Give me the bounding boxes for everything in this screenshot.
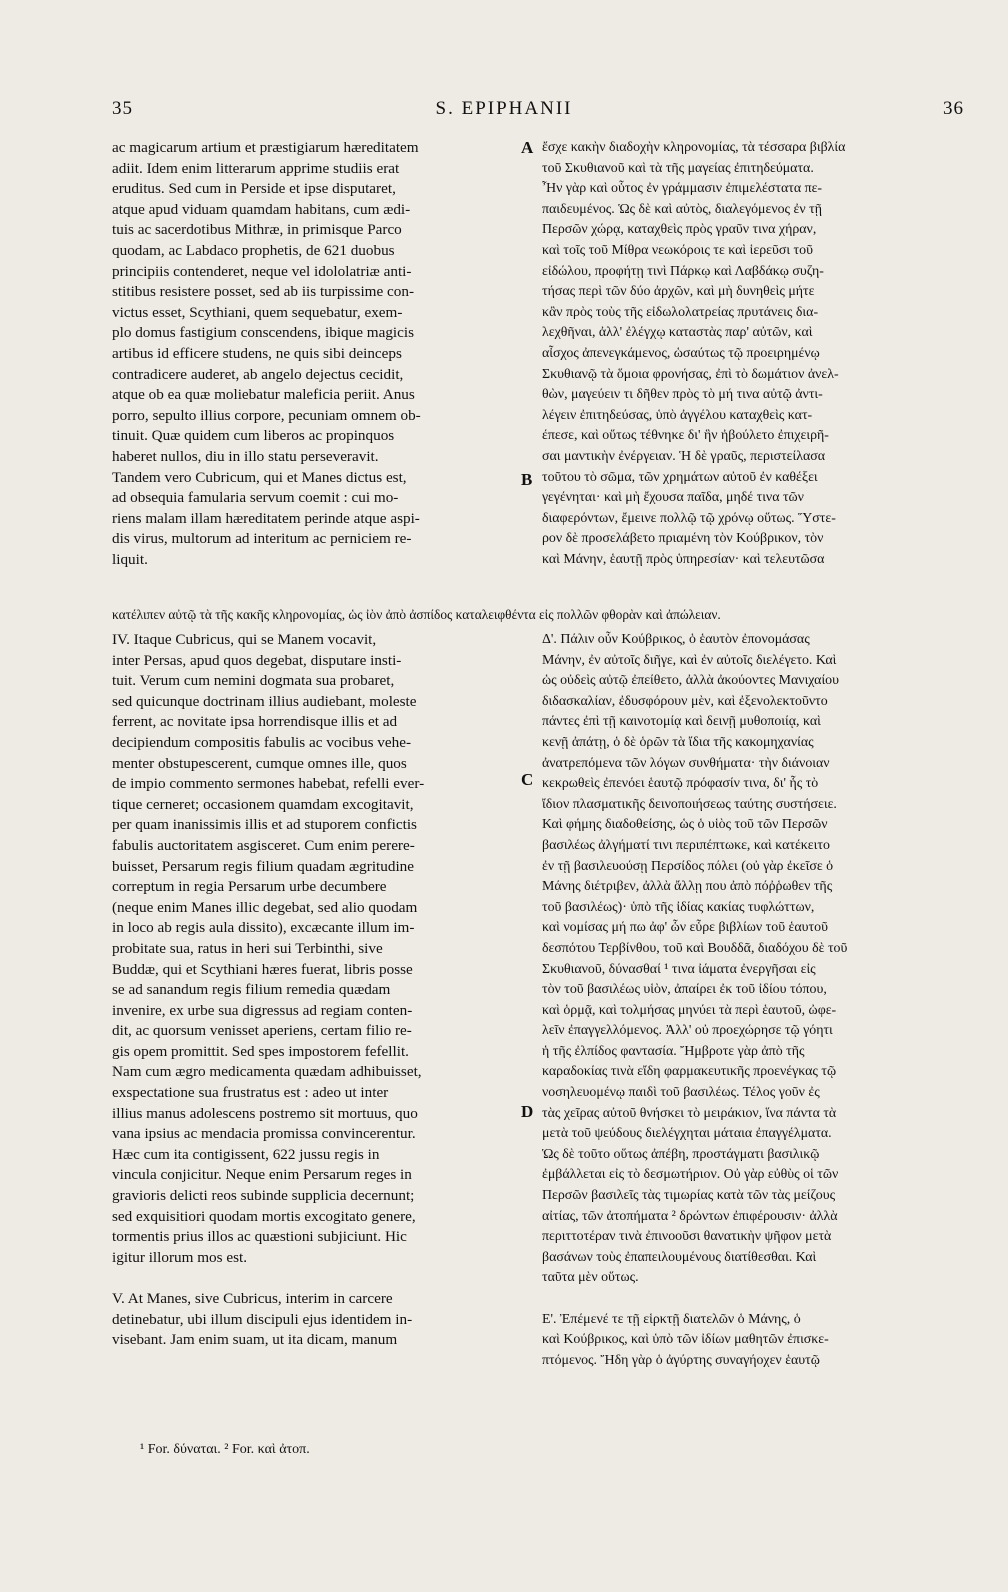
latin-text-line: tique cerneret; occasionem quamdam excogitavit,	[112, 795, 414, 813]
greek-text-line: ἐμβάλλεται εἰς τὸ δεσμωτήριον. Οὐ γὰρ εὐθὺς οἱ τῶν	[542, 1167, 839, 1183]
latin-text-line: stitibus resistere posset, sed ab iis turpissime con-	[112, 283, 415, 301]
latin-text-line: quodam, ac Labdaco prophetis, de 621 duobus	[112, 241, 395, 259]
greek-text-line: καὶ Μάνην, ἑαυτῇ πρὸς ὑπηρεσίαν· καὶ τελευτῶσα	[542, 551, 825, 567]
greek-text-line: νοσηλευομένῳ παιδὶ τοῦ βασιλέως. Τέλος γοῦν ἐς	[542, 1085, 820, 1101]
greek-text-line: μετὰ τοῦ ψεύδους διελέγχηται μάταια ἐπαγγέλματα.	[542, 1126, 832, 1142]
latin-text-line: igitur illorum mos est.	[112, 1248, 247, 1266]
latin-text-line: visebant. Jam enim suam, ut ita dicam, manum	[112, 1331, 398, 1349]
greek-text-line: λεῖν ἐπαγγελλόμενος. Ἀλλ' οὐ προεχώρησε τῷ γόητι	[542, 1023, 833, 1039]
greek-text-line: ρον δὲ προσελάβετο πριαμένη τὸν Κούβρικον, τὸν	[542, 531, 824, 547]
latin-text-line: eruditus. Sed cum in Perside et ipse disputaret,	[112, 180, 396, 198]
greek-text-line: βασάνων τοὺς ἐπαπειλουμένους διατίθεσθαι. Καὶ	[542, 1249, 817, 1265]
greek-text-line: Σκυθιανῷ τὰ ὅμοια φρονήσας, ἐπὶ τὸ δωμάτιον ἀνελ-	[542, 366, 839, 382]
latin-text-line: tinuit. Quæ quidem cum liberos ac propinquos	[112, 427, 395, 445]
latin-text-line: in loco ab regis aula dissito), excæcante illum im-	[112, 919, 415, 937]
footnotes: ¹ For. δύναται. ² For. καὶ ἀτοπ.	[140, 1442, 310, 1457]
latin-text-line: gravioris delicti reos subinde supplicia decernunt;	[112, 1187, 415, 1205]
greek-text-line: παιδευμένος. Ὡς δὲ καὶ αὐτὸς, διαλεγόμενος ἐν τῇ	[542, 201, 822, 217]
latin-text-line: atque ob ea quæ moliebatur maleficia periit. Anus	[112, 386, 415, 404]
greek-full-width-line: κατέλιπεν αὐτῷ τὰ τῆς κακῆς κληρονομίας, ὡς ἰὸν ἀπὸ ἀσπίδος καταλειφθέντα εἰς πολλῶν φθορὰν καὶ ἀπώλειαν.	[112, 607, 721, 622]
greek-column-top	[542, 138, 960, 570]
greek-text-line: Ε'. Ἐπέμενέ τε τῇ εἱρκτῇ διατελῶν ὁ Μάνης, ὁ	[542, 1311, 801, 1327]
greek-text-line: καὶ ὁρμᾷ, καὶ τολμήσας μηνύει τὰ περὶ ἑαυτοῦ, ὠφε-	[542, 1002, 837, 1018]
latin-text-line: invenire, ex urbe sua digressus ad regiam conten-	[112, 1001, 413, 1019]
greek-text-line: πτόμενος. Ἤδη γὰρ ὁ ἀγύρτης συναγήοχεν ἑαυτῷ	[542, 1352, 820, 1368]
latin-text-line: Hæc cum ita contigissent, 622 jussu regis in	[112, 1145, 380, 1163]
latin-text-line: ad obsequia famularia servum coemit : cui mo-	[112, 489, 399, 507]
latin-text-line	[112, 1268, 514, 1289]
latin-text-line: detinebatur, ubi illum discipuli ejus identidem in-	[112, 1310, 413, 1328]
greek-text-line: καὶ Κούβρικος, καὶ ὑπὸ τῶν ἰδίων μαθητῶν ἐπισκε-	[542, 1332, 829, 1348]
greek-text-line: διδασκαλίαν, ἐδυσφόρουν μὲν, καὶ ἐξενολεκτοῦντο	[542, 693, 828, 709]
latin-text-line: sed exquisitiori quodam mortis excogitato genere,	[112, 1207, 416, 1225]
greek-text-line: Μάνης διέτριβεν, ἀλλὰ ἄλλῃ που ἀπὸ πόῤῥωθεν τῆς	[542, 879, 833, 895]
greek-text-line: δεσπότου Τερβίνθου, τοῦ καὶ Βουδδᾶ, διαδόχου δὲ τοῦ	[542, 940, 848, 956]
latin-text-line: Buddæ, qui et Scythiani hæres fuerat, libris posse	[112, 960, 413, 978]
page-number-right: 36	[943, 98, 964, 119]
greek-text-line: ὡς οὐδεὶς αὐτῷ ἐπείθετο, ἀλλὰ ἀκούοντες Μανιχαίου	[542, 673, 840, 689]
greek-text-line: ἔσχε κακὴν διαδοχὴν κληρονομίας, τὰ τέσσαρα βιβλία	[542, 140, 846, 155]
greek-column-bottom	[542, 630, 960, 1371]
greek-text-line: τοῦ βασιλέως)· ὑπὸ τῆς ἰδίας κακίας τυφλώττων,	[542, 899, 815, 915]
latin-text-line: porro, sepulto illius corpore, pecuniam omnem ob-	[112, 406, 421, 424]
latin-text-line: haberet nullos, diu in illo statu perseveravit.	[112, 447, 379, 465]
greek-text-line: κενῇ ἀπάτῃ, ὁ δὲ ὁρῶν τὰ ἴδια τῆς κακομηχανίας	[542, 734, 814, 750]
greek-text-line: ἐν τῇ βασιλευούσῃ Περσίδος πόλει (οὐ γὰρ ἐκεῖσε ὁ	[542, 858, 834, 874]
greek-text-line: ἴδιον πλασματικῆς δεινοποιήσεως ταύτης συστήσειε.	[542, 796, 837, 812]
latin-text-line: victus esset, Scythiani, quem sequebatur, exem-	[112, 303, 403, 321]
latin-text-line: dis virus, multorum ad interitum ac perniciem re-	[112, 530, 412, 548]
greek-text-line	[542, 1289, 960, 1310]
latin-text-line: Tandem vero Cubricum, qui et Manes dictus est,	[112, 468, 407, 486]
greek-text-line: Καὶ φήμης διαδοθείσης, ὡς ὁ υἱὸς τοῦ τῶν Περσῶν	[542, 817, 828, 833]
running-title: S. EPIPHANII	[435, 98, 573, 119]
greek-text-line: τοῦτου τὸ σῶμα, τῶν χρημάτων αὐτοῦ ἐν καθέξει	[542, 469, 818, 485]
latin-text-line: plo domus fastigium conscendens, ibique magicis	[112, 324, 415, 342]
greek-text-line: τὰς χεῖρας αὐτοῦ θνήσκει τὸ μειράκιον, ἵνα πάντα τὰ	[542, 1105, 837, 1121]
latin-text-line: vana ipsius ac mendacia promissa convincerentur.	[112, 1125, 416, 1143]
greek-text-line: σαι μαντικὴν ἐνέργειαν. Ἡ δὲ γραῦς, περιστείλασα	[542, 448, 826, 464]
latin-text-line: liquit.	[112, 550, 148, 568]
greek-text-line: καὶ τοῖς τοῦ Μίθρα νεωκόροις τε καὶ ἱερεῦσι τοῦ	[542, 242, 813, 258]
greek-text-line: Ὡς δὲ τοῦτο οὕτως ἀπέβη, προστάγματι βασιλικῷ	[542, 1146, 820, 1162]
latin-text-line: atque apud viduam quamdam habitans, cum ædi-	[112, 200, 411, 218]
latin-text-line: adiit. Idem enim litterarum apprime studiis erat	[112, 159, 400, 177]
latin-text-line: artibus id efficere studens, ne quis sibi deinceps	[112, 344, 402, 362]
latin-text-line: ac magicarum artium et præstigiarum hæreditatem	[112, 139, 419, 156]
greek-text-line: θὼν, μαγεύειν τι δῆθεν πρὸς τὸ μή τινα αὐτῷ ἀντι-	[542, 387, 823, 403]
greek-text-line: Σκυθιανοῦ, δύνασθαί ¹ τινα ἰάματα ἐνεργῆσαι εἰς	[542, 961, 816, 977]
greek-text-line: λέγειν ἐπιτηδεύσας, ὑπὸ ἀγγέλου καταχθεὶς κατ-	[542, 407, 813, 423]
greek-text-line: διαφερόντων, ἔμεινε πολλῷ τῷ χρόνῳ οὕτως. Ὕστε-	[542, 510, 836, 526]
greek-text-line: εἰδώλου, προφήτῃ τινὶ Πάρκῳ καὶ Λαβδάκῳ συζη-	[542, 263, 824, 279]
greek-text-line: Ἦν γὰρ καὶ οὗτος ἐν γράμμασιν ἐπιμελέστατα πε-	[542, 181, 823, 197]
greek-text-line: περιττοτέραν τινὰ ἐπινοοῦσι θανατικὴν ψῆφον μετὰ	[542, 1229, 832, 1245]
greek-text-line: τὸν τοῦ βασιλέως υἱὸν, ἀπαίρει ἐκ τοῦ ἰδίου τόπου,	[542, 982, 827, 998]
greek-text-line: Δ'. Πάλιν οὖν Κούβρικος, ὁ ἑαυτὸν ἐπονομάσας	[542, 632, 810, 647]
latin-text-line: se ad sanandum regis filium remedia quædam	[112, 981, 391, 999]
latin-text-line: buisset, Persarum regis filium quadam ægritudine	[112, 857, 415, 875]
greek-text-line: Μάνην, ἐν αὐτοῖς διῆγε, καὶ ἐν αὐτοῖς διελέγετο. Καὶ	[542, 652, 837, 668]
greek-text-line: καραδοκίας τινὰ εἴδη φαρμακευτικῆς προενέγκας τῷ	[542, 1064, 837, 1080]
margin-marker-b: B	[521, 470, 533, 489]
latin-text-line: sed quicunque doctrinam illius audiebant, moleste	[112, 692, 417, 710]
margin-marker-c: C	[521, 770, 534, 789]
greek-text-line: έπεσε, καὶ οὕτως τέθνηκε δι' ἣν ἠβούλετο ἐπιχειρῆ-	[542, 428, 829, 444]
greek-text-line: ἀνατρεπόμενα τῶν λόγων συνθήματα· τὴν διάνοιαν	[542, 755, 830, 771]
latin-text-line: contradicere auderet, ab angelo dejectus cecidit,	[112, 365, 404, 383]
latin-text-line: IV. Itaque Cubricus, qui se Manem vocavit,	[112, 631, 377, 648]
latin-text-line: gis opem promittit. Sed spes impostorem fefellit.	[112, 1042, 409, 1060]
latin-text-line: per quam inanissimis illis et ad stuporem confictis	[112, 816, 417, 834]
greek-text-line: γεγένηται· καὶ μὴ ἔχουσα παῖδα, μηδέ τινα τῶν	[542, 490, 804, 506]
margin-marker-d: D	[521, 1102, 534, 1121]
latin-text-line: principiis contenderet, neque vel idololatriæ anti-	[112, 262, 412, 280]
latin-text-line: (neque enim Manes illic degebat, sed alio quodam	[112, 898, 418, 916]
latin-text-line: menter obstupescerent, cumque omnes ille, quos	[112, 754, 407, 772]
greek-text-line: Περσῶν χώρᾳ, καταχθεὶς πρὸς γραῦν τινα χήραν,	[542, 222, 817, 238]
latin-text-line: riens malam illam hæreditatem perinde atque aspi-	[112, 509, 420, 527]
latin-text-line: dit, ac quorsum venisset aperiens, certam filio re-	[112, 1022, 412, 1040]
latin-text-line: correptum in regia Persarum urbe decumbere	[112, 878, 387, 896]
latin-text-line: tuis ac sacerdotibus Mithræ, in primisque Parco	[112, 221, 402, 239]
greek-text-line: αἶσχος ἀπενεγκάμενος, ὡσαύτως τῷ προειρημένῳ	[542, 345, 820, 361]
greek-text-line: ταῦτα μὲν οὕτως.	[542, 1270, 639, 1286]
latin-text-line: exspectatione sua frustratus est : adeo ut inter	[112, 1084, 389, 1102]
latin-column-top	[112, 138, 514, 570]
latin-text-line: tormentis prius illos ac quæstioni subjiciunt. Hic	[112, 1228, 407, 1246]
greek-text-line: καὶ νομίσας μή πω ἀφ' ὧν εὗρε βιβλίων τοῦ ἑαυτοῦ	[542, 920, 828, 936]
latin-text-line: tuit. Verum cum nemini dogmata sua probaret,	[112, 672, 395, 690]
page-number-left: 35	[112, 98, 133, 119]
latin-text-line: inter Persas, apud quos degebat, disputare insti-	[112, 651, 402, 669]
greek-text-line: κἂν πρὸς τοὺς τῆς εἰδωλολατρείας πρυτάνεις δια-	[542, 304, 819, 320]
latin-text-line: de impio commento sermones habebat, refelli ever-	[112, 775, 425, 793]
latin-text-line: decipiendum compositis fabulis ac vocibus vehe-	[112, 733, 412, 751]
latin-text-line: probitate sua, ratus in heri sui Terbinthi, sive	[112, 939, 383, 957]
margin-marker-a: A	[521, 138, 534, 157]
greek-text-line: κεκρωθεὶς ἐπενόει ἑαυτῷ πρόφασίν τινα, δι' ἧς τὸ	[542, 776, 819, 792]
greek-text-line: αἰτίας, τῶν ἀτοπήματα ² δρώντων ἐπιφέρουσιν· ἀλλὰ	[542, 1208, 838, 1224]
latin-column-bottom	[112, 630, 514, 1351]
greek-text-line: τοῦ Σκυθιανοῦ καὶ τὰ τῆς μαγείας ἐπιτηδεύματα.	[542, 160, 814, 176]
greek-text-line: Περσῶν βασιλεῖς τὰς τιμωρίας κατὰ τῶν τὰς μείζους	[542, 1188, 836, 1204]
greek-text-line: πάντες ἐπὶ τῇ καινοτομίᾳ καὶ δεινῇ μυθοποιίᾳ, καὶ	[542, 714, 821, 730]
greek-text-line: τήσας περὶ τῶν δύο ἀρχῶν, καὶ μὴ δυνηθεὶς μήτε	[542, 284, 815, 300]
latin-text-line: fabulis auctoritatem asgisceret. Cum enim perere-	[112, 836, 415, 854]
greek-text-line: ἡ τῆς ἐλπίδος φαντασία. Ἤμβροτε γὰρ ἀπὸ τῆς	[542, 1043, 805, 1059]
latin-text-line: illius manus adolescens postremo sit mortuus, quo	[112, 1104, 418, 1122]
greek-text-line: βασιλέως ἀλγήματί τινι περιπέπτωκε, καὶ κατέκειτο	[542, 837, 830, 853]
latin-text-line: V. At Manes, sive Cubricus, interim in carcere	[112, 1290, 393, 1307]
greek-text-line: λεχθῆναι, ἀλλ' ἐλέγχῳ καταστὰς παρ' αὐτῶν, καὶ	[542, 325, 813, 341]
latin-text-line: Nam cum ægro medicamenta quædam adhibuisset,	[112, 1063, 422, 1081]
latin-text-line: vincula conjicitur. Neque enim Persarum reges in	[112, 1166, 412, 1184]
latin-text-line: ferrent, ac novitate ipsa horrendisque illis et ad	[112, 713, 398, 731]
